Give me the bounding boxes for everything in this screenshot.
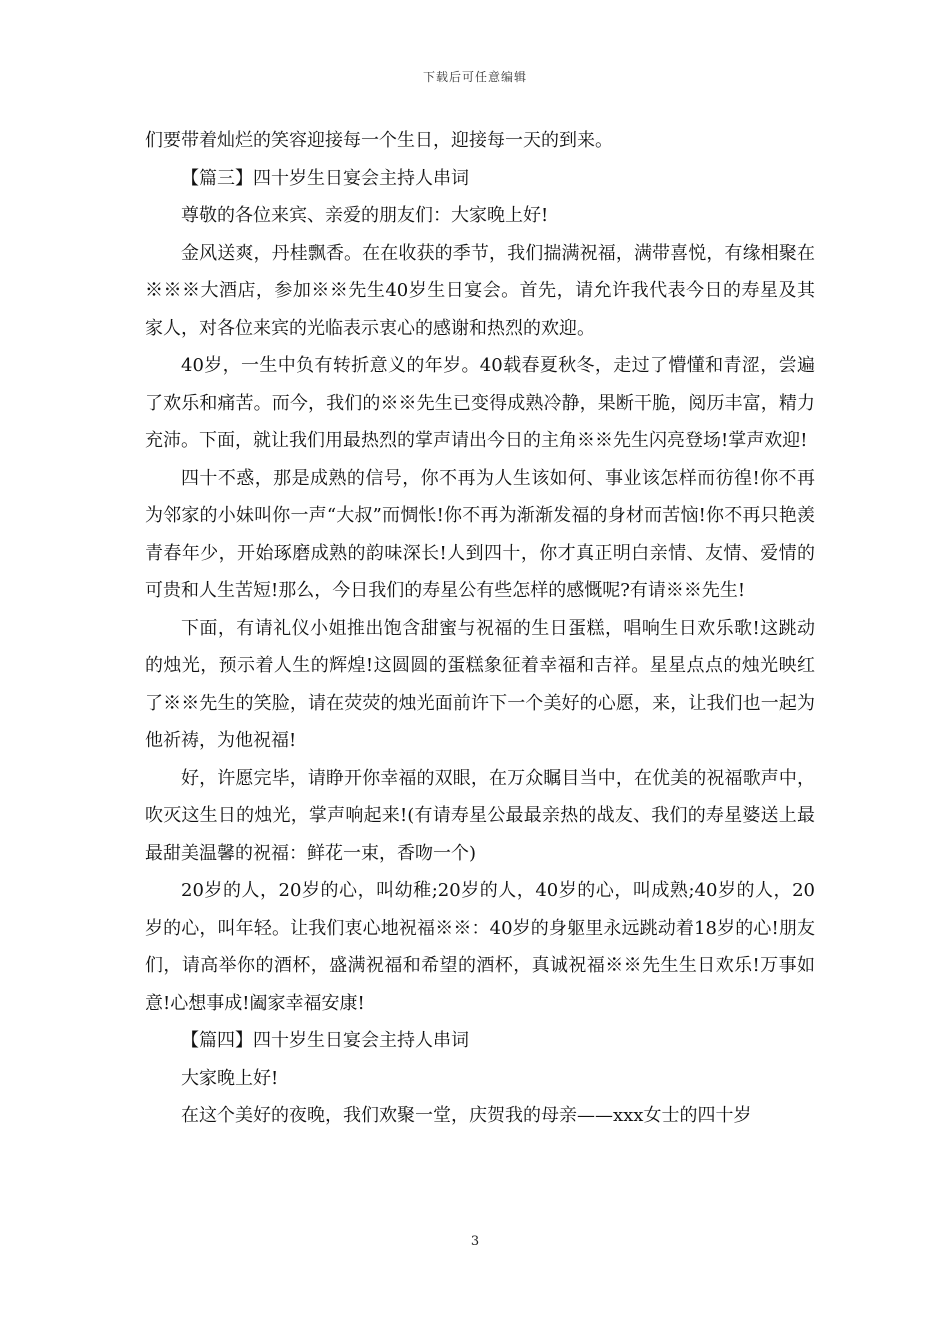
paragraph: 四十不惑，那是成熟的信号，你不再为人生该如何、事业该怎样而彷徨!你不再为邻家的小妹叫你一声“大叔”而惆怅!你不再为渐渐发福的身材而苦恼!你不再只艳羡青春年少，开始琢磨成熟的韵味深长!人到四十，你才真正明白亲情、友情、爱情的可贵和人生苦短!那么，今日我们的寿星公有些怎样的感慨呢?有请※※先生! [145,467,815,601]
paragraph: 尊敬的各位来宾、亲爱的朋友们：大家晚上好! [181,205,549,226]
paragraph: 好，许愿完毕，请睁开你幸福的双眼，在万众瞩目当中，在优美的祝福歌声中，吹灭这生日的烛光，掌声响起来!(有请寿星公最最亲热的战友、我们的寿星婆送上最最甜美温馨的祝福：鲜花一束，香吻一个) [145,767,815,864]
document-body [145,122,815,1135]
page-number: 3 [470,1234,480,1249]
page-header: 下载后可任意编辑 [422,70,527,84]
paragraph-continuation: 们要带着灿烂的笑容迎接每一个生日，迎接每一天的到来。 [145,130,613,151]
section-heading-3: 【篇三】四十岁生日宴会主持人串词 [181,167,469,189]
paragraph: 40岁，一生中负有转折意义的年岁。40载春夏秋冬，走过了懵懂和青涩，尝遍了欢乐和痛苦。而今，我们的※※先生已变得成熟冷静，果断干脆，阅历丰富，精力充沛。下面，就让我们用最热烈的掌声请出今日的主角※※先生闪亮登场!掌声欢迎! [145,355,815,451]
section-heading-4: 【篇四】四十岁生日宴会主持人串词 [181,1030,469,1051]
paragraph: 金风送爽，丹桂飘香。在在收获的季节，我们揣满祝福，满带喜悦，有缘相聚在※※※大酒店，参加※※先生40岁生日宴会。首先，请允许我代表今日的寿星及其家人，对各位来宾的光临表示衷心的感谢和热烈的欢迎。 [145,242,815,339]
paragraph: 在这个美好的夜晚，我们欢聚一堂，庆贺我的母亲——xxx女士的四十岁 [181,1105,752,1126]
paragraph: 下面，有请礼仪小姐推出饱含甜蜜与祝福的生日蛋糕，唱响生日欢乐歌!这跳动的烛光，预示着人生的辉煌!这圆圆的蛋糕象征着幸福和吉祥。星星点点的烛光映红了※※先生的笑脸，请在荧荧的烛光面前许下一个美好的心愿，来，让我们也一起为他祈祷，为他祝福! [145,617,815,751]
paragraph: 大家晚上好! [181,1067,279,1089]
paragraph: 20岁的人，20岁的心，叫幼稚;20岁的人，40岁的心，叫成熟;40岁的人，20岁的心，叫年轻。让我们衷心地祝福※※：40岁的身躯里永远跳动着18岁的心!朋友们，请高举你的酒杯，盛满祝福和希望的酒杯，真诚祝福※※先生生日欢乐!万事如意!心想事成!阖家幸福安康! [145,880,815,1014]
